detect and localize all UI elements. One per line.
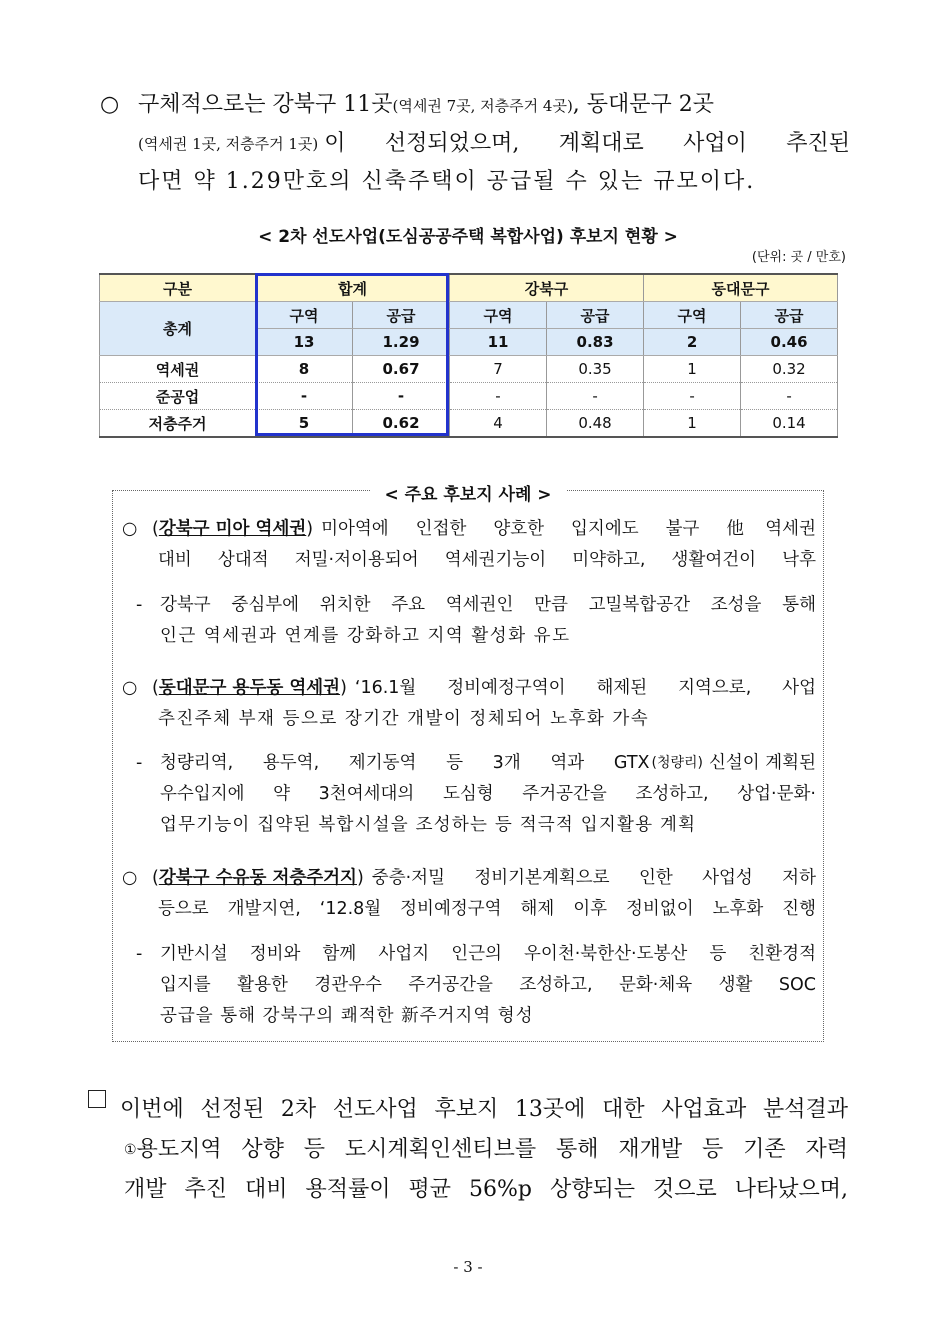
table-cell: - bbox=[450, 383, 547, 410]
table-cell: 0.62 bbox=[353, 410, 450, 438]
table-cell: 11 bbox=[450, 329, 547, 356]
square-bullet-icon bbox=[88, 1090, 106, 1108]
table-row-industrial bbox=[100, 383, 838, 410]
row-label: 준공업 bbox=[100, 383, 256, 410]
case-miah: ○ (강북구 미아 역세권) 미아역에 인접한 양호한 입지에도 불구 他역세권 대비 상대적 저밀·저이용되어 역세권기능이 미약하고, 생활여건이 낙후 bbox=[122, 514, 816, 576]
subheader-cell: 구역 bbox=[644, 302, 741, 329]
table-row-lowrise bbox=[100, 410, 838, 438]
header-dongdaemun: 동대문구 bbox=[644, 274, 838, 302]
subheader-cell: 구역 bbox=[450, 302, 547, 329]
bottom-paragraph: 이번에 선정된 2차 선도사업 후보지 13곳에 대한 사업효과 분석결과 ① 용도지역 상향 등 도시계획인센티브를 통해 재개발 등 기존 자력 개발 추진 대비 용적률이 평균 56%p 상향되는 것으로 나타났으며, bbox=[88, 1090, 848, 1210]
table-cell: 0.67 bbox=[353, 356, 450, 383]
table-cell: - bbox=[353, 383, 450, 410]
header-total: 합계 bbox=[256, 274, 450, 302]
table-cell: 0.83 bbox=[547, 329, 644, 356]
case-yongdu-detail: - 청량리역, 용두역, 제기동역 등 3개 역과 GTX (청량리) 신설이 계획된 우수입지에 약 3천여세대의 도심형 주거공간을 조성하고, 상업·문화· 업무기능이 집약된 복합시설을 조성하는 등 적극적 입지활용 계획 bbox=[136, 753, 816, 835]
circle-bullet: ○ bbox=[122, 519, 138, 539]
table-cell: - bbox=[256, 383, 353, 410]
total-column-highlight bbox=[255, 273, 449, 436]
table-cell: 13 bbox=[256, 329, 353, 356]
table-cell: 2 bbox=[644, 329, 741, 356]
case-miah-detail: - 강북구 중심부에 위치한 주요 역세권인 만큼 고밀복합공간 조성을 통해 인근 역세권과 연계를 강화하고 지역 활성화 유도 bbox=[136, 595, 816, 646]
intro-line-3: 다면 약 1.29만호의 신축주택이 공급될 수 있는 규모이다. bbox=[138, 169, 756, 194]
subheader-cell: 공급 bbox=[741, 302, 838, 329]
intro-paragraph bbox=[100, 86, 850, 201]
row-label: 저층주거 bbox=[100, 410, 256, 438]
table-cell: 0.32 bbox=[741, 356, 838, 383]
table-cell: 0.46 bbox=[741, 329, 838, 356]
table-cell: - bbox=[547, 383, 644, 410]
case-suyu-detail: - 기반시설 정비와 함께 사업지 인근의 우이천·북한산·도봉산 등 친환경적 입지를 활용한 경관우수 주거공간을 조성하고, 문화·체육 생활 SOC 공급을 통해 강북구의 쾌적한 新주거지역 형성 bbox=[136, 944, 816, 1026]
case-name: 강북구 미아 역세권 bbox=[158, 519, 307, 539]
case-suyu: ○ (강북구 수유동 저층주거지) 중층·저밀 정비기본계획으로 인한 사업성 저하 등으로 개발지연, ‘12.8월 정비예정구역 해제 이후 정비없이 노후화 진행 bbox=[122, 863, 816, 925]
intro-line-1: ○ 구체적으로는 강북구 11곳(역세권 7곳, 저층주거 4곳), 동대문구 2곳 bbox=[100, 86, 850, 125]
table-header-row bbox=[100, 274, 838, 302]
header-gangbuk: 강북구 bbox=[450, 274, 644, 302]
circle-bullet: ○ bbox=[122, 678, 138, 698]
table-row-station bbox=[100, 356, 838, 383]
cases-title: < 주요 후보지 사례 > bbox=[0, 480, 936, 505]
table-cell: - bbox=[741, 383, 838, 410]
table-cell: 1.29 bbox=[353, 329, 450, 356]
candidate-status-table bbox=[99, 273, 838, 438]
table-cell: 0.48 bbox=[547, 410, 644, 438]
table-cell: 7 bbox=[450, 356, 547, 383]
circle-bullet: ○ bbox=[100, 92, 120, 117]
intro-line-2: (역세권 1곳, 저층주거 1곳) 이 선정되었으며, 계획대로 사업이 추진된 bbox=[138, 131, 850, 156]
row-label: 역세권 bbox=[100, 356, 256, 383]
table-cell: 5 bbox=[256, 410, 353, 438]
table-cell: 4 bbox=[450, 410, 547, 438]
table-cell: 1 bbox=[644, 410, 741, 438]
subheader-cell: 구역 bbox=[256, 302, 353, 329]
row-label-total: 총계 bbox=[100, 302, 256, 356]
table-title: < 2차 선도사업(도심공공주택 복합사업) 후보지 현황 > bbox=[258, 227, 678, 247]
page-number: - 3 - bbox=[453, 1258, 483, 1276]
table-cell: 0.14 bbox=[741, 410, 838, 438]
table-cell: 1 bbox=[644, 356, 741, 383]
subheader-cell: 공급 bbox=[353, 302, 450, 329]
case-name: 강북구 수유동 저층주거지 bbox=[158, 868, 357, 888]
table-cell: - bbox=[644, 383, 741, 410]
subheader-cell: 공급 bbox=[547, 302, 644, 329]
header-category: 구분 bbox=[100, 274, 256, 302]
table-cell: 0.35 bbox=[547, 356, 644, 383]
table-cell: 8 bbox=[256, 356, 353, 383]
case-yongdu: ○ (동대문구 용두동 역세권) ‘16.1월 정비예정구역이 해제된 지역으로, 사업 추진주체 부재 등으로 장기간 개발이 정체되어 노후화 가속 bbox=[122, 673, 816, 735]
table-unit: (단위: 곳 / 만호) bbox=[751, 250, 846, 265]
circle-bullet: ○ bbox=[122, 868, 138, 888]
case-name: 동대문구 용두동 역세권 bbox=[158, 678, 341, 698]
table-subheader-row bbox=[100, 302, 838, 329]
